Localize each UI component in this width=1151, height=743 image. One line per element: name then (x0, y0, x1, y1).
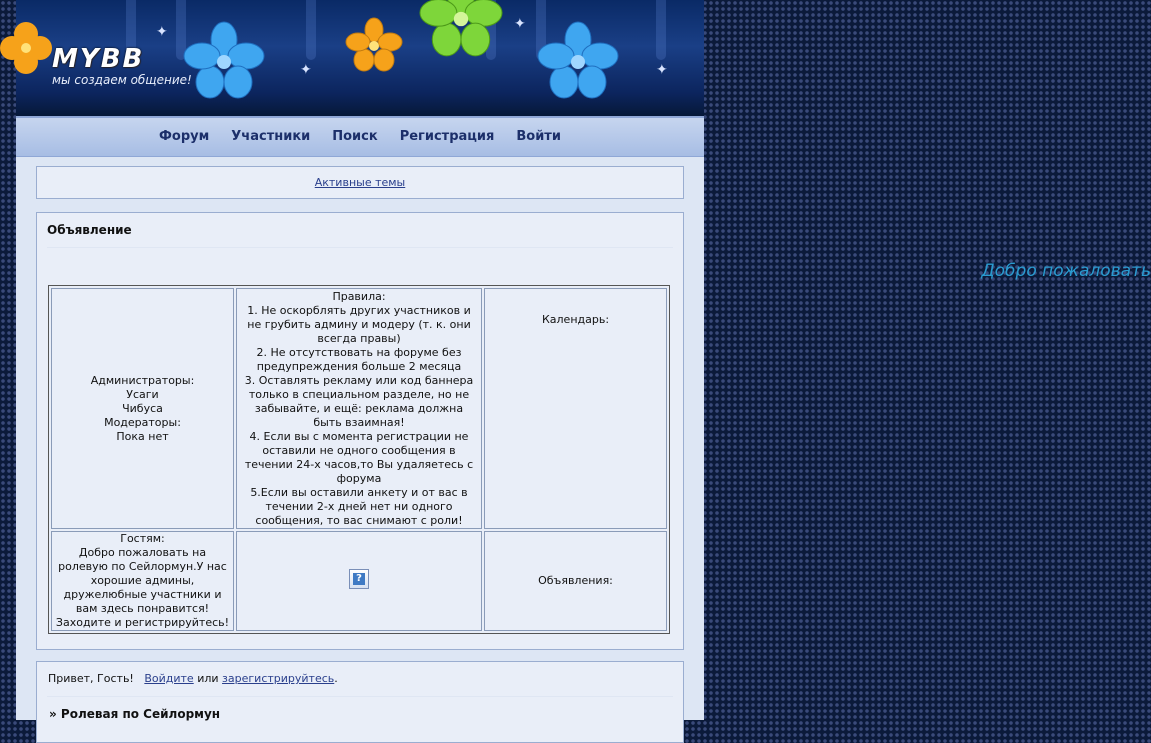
nav-register[interactable]: Регистрация (399, 129, 495, 144)
staff-cell (51, 288, 234, 529)
admins-header: Администраторы: (90, 373, 195, 387)
rule-item: 1. Не оскорблять других участников и не грубить админу и модеру (т. к. они всегда правы) (247, 303, 471, 345)
admin-name: Чибуса (122, 401, 163, 415)
rules-cell (236, 288, 482, 529)
nav-search[interactable]: Поиск (332, 129, 378, 144)
help-icon[interactable]: ? (349, 569, 369, 589)
guests-header: Гостям: (120, 532, 165, 545)
flower-icon (346, 18, 402, 74)
period-text: . (334, 672, 338, 685)
guests-text: Добро пожаловать на ролевую по Сейлормун.У нас хорошие админы, дружелюбные участники и вам здесь понравится! Заходите и регистрируйтесь! (55, 546, 230, 629)
divider (47, 247, 673, 248)
flower-icon (420, 0, 502, 60)
flower-icon (184, 22, 264, 102)
site-logo[interactable]: MYBB (52, 44, 145, 74)
rules-header: Правила: (332, 289, 386, 303)
main-navigation (16, 116, 704, 157)
ads-cell (484, 531, 667, 631)
calendar-label: Календарь: (541, 313, 610, 326)
moderators-value: Пока нет (116, 429, 169, 443)
page (16, 0, 1151, 721)
nav-forum[interactable]: Форум (159, 129, 210, 144)
nav-login[interactable]: Войти (516, 129, 561, 144)
marquee-text: Добро пожаловать (981, 261, 1151, 281)
butterfly-icon: ✦ (300, 62, 312, 78)
site-slogan: мы создаем общение! (52, 73, 192, 87)
ads-label: Объявления: (538, 574, 613, 587)
nav-users[interactable]: Участники (231, 129, 311, 144)
register-link[interactable]: зарегистрируйтесь (222, 672, 335, 685)
rule-item: 5.Если вы оставили анкету и от вас в течении 2-х дней нет ни одного сообщения, то вас снимают с роли! (250, 485, 468, 527)
butterfly-icon: ✦ (514, 16, 526, 32)
forum-category-title[interactable]: » Ролевая по Сейлормун (49, 707, 221, 721)
divider (47, 696, 673, 697)
rule-item: 4. Если вы с момента регистрации не оставили не одного сообщения в течении 24-х часов,то Вы удаляетесь с форума (244, 429, 474, 485)
active-topics-link[interactable]: Активные темы (314, 176, 406, 189)
announcement-box (36, 212, 1151, 650)
admin-name: Усаги (126, 387, 159, 401)
welcome-marquee (47, 261, 1151, 281)
header-banner (16, 0, 704, 116)
announcement-table (48, 285, 670, 634)
flower-icon (538, 22, 618, 102)
flower-icon (0, 20, 54, 76)
login-link[interactable]: Войдите (144, 672, 194, 685)
guest-greeting-line (48, 672, 338, 685)
guest-greeting: Привет, Гость! (48, 672, 134, 685)
guests-cell (51, 531, 234, 631)
calendar-cell (484, 288, 667, 529)
rule-item: 3. Оставлять рекламу или код баннера только в специальном разделе, но не забывайте, и ещё: реклама должна быть взаимная! (244, 373, 474, 429)
active-topics-box (36, 166, 684, 199)
image-cell (236, 531, 482, 631)
moderators-header: Модераторы: (104, 415, 181, 429)
guest-welcome-box (36, 661, 684, 743)
butterfly-icon: ✦ (656, 62, 668, 78)
butterfly-icon: ✦ (156, 24, 168, 40)
announcement-title: Объявление (47, 223, 132, 237)
or-text: или (197, 672, 219, 685)
rule-item: 2. Не отсутствовать на форуме без предупреждения больше 2 месяца (256, 345, 462, 373)
